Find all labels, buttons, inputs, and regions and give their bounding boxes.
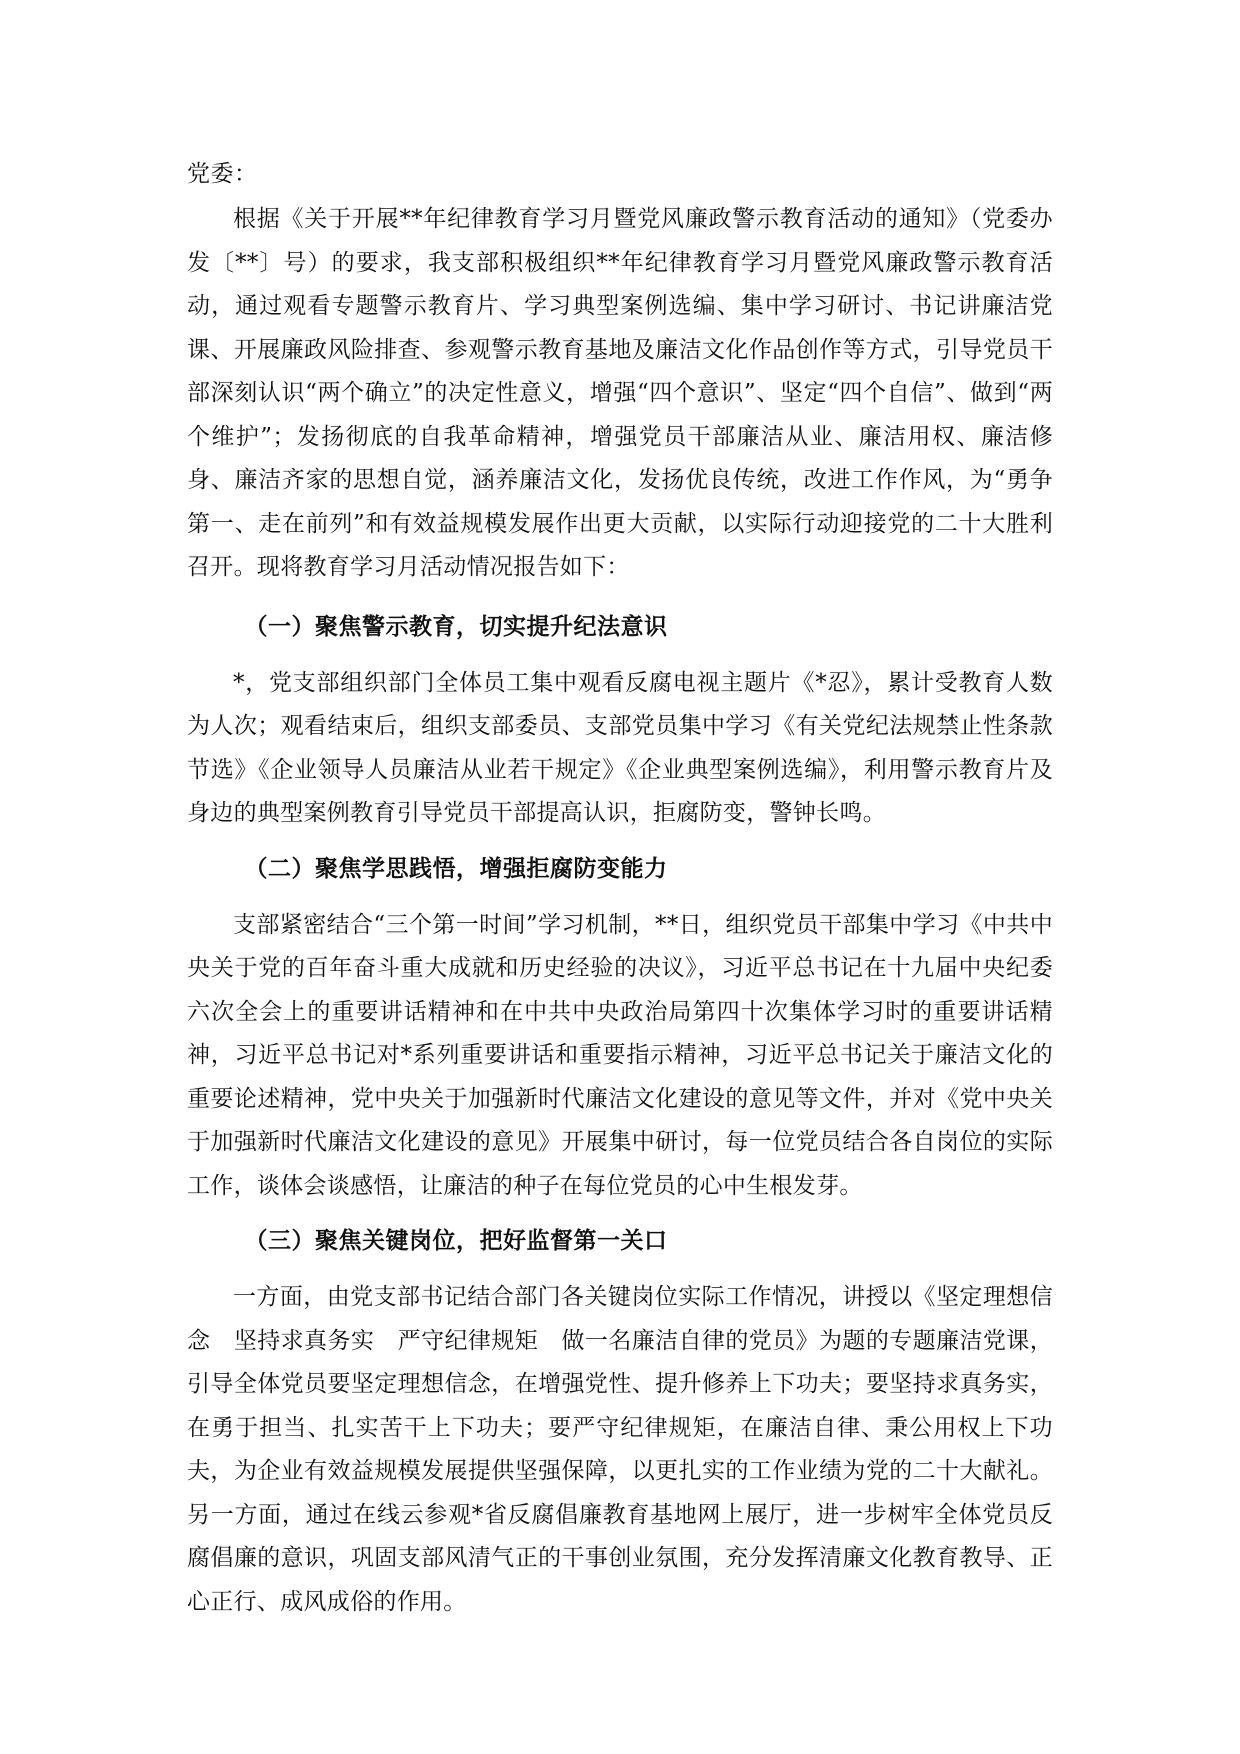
- document-body: [187, 150, 1053, 1624]
- intro-paragraph: 根据《关于开展**年纪律教育学习月暨党风廉政警示教育活动的通知》（党委办发〔**〕号）的要求，我支部积极组织**年纪律教育学习月暨党风廉政警示教育活动，通过观看专题警示教育片、学习典型案例选编、集中学习研讨、书记讲廉洁党课、开展廉政风险排查、参观警示教育基地及廉洁文化作品创作等方式，引导党员干部深刻认识“两个确立”的决定性意义，增强“四个意识”、坚定“四个自信”、做到“两个维护”；发扬彻底的自我革命精神，增强党员干部廉洁从业、廉洁用权、廉洁修身、廉洁齐家的思想自觉，涵养廉洁文化，发扬优良传统，改进工作作风，为“勇争第一、走在前列”和有效益规模发展作出更大贡献，以实际行动迎接党的二十大胜利召开。现将教育学习月活动情况报告如下：: [187, 206, 1053, 580]
- section-3-body: 一方面，由党支部书记结合部门各关键岗位实际工作情况，讲授以《坚定理想信念 坚持求真务实 严守纪律规矩 做一名廉洁自律的党员》为题的专题廉洁党课，引导全体党员要坚定理想信念，在增强党性、提升修养上下功夫；要坚持求真务实，在勇于担当、扎实苦干上下功夫；要严守纪律规矩，在廉洁自律、秉公用权上下功夫，为企业有效益规模发展提供坚强保障，以更扎实的工作业绩为党的二十大献礼。另一方面，通过在线云参观*省反腐倡廉教育基地网上展厅，进一步树牢全体党员反腐倡廉的意识，巩固支部风清气正的干事创业氛围，充分发挥清廉文化教育教导、正心正行、成风成俗的作用。: [187, 1284, 1053, 1615]
- section-1-heading: （一）聚焦警示教育，切实提升纪法意识: [244, 613, 668, 640]
- salutation: 党委：: [187, 161, 258, 187]
- section-1-body: *，党支部组织部门全体员工集中观看反腐电视主题片《*忍》，累计受教育人数为人次；观看结束后，组织支部委员、支部党员集中学习《有关党纪法规禁止性条款节选》《企业领导人员廉洁从业若干规定》《企业典型案例选编》，利用警示教育片及身边的典型案例教育引导党员干部提高认识，拒腐防变，警钟长鸣。: [187, 669, 1053, 826]
- section-2-heading: （二）聚焦学思践悟，增强拒腐防变能力: [244, 855, 668, 882]
- section-2-body: 支部紧密结合“三个第一时间”学习机制，**日，组织党员干部集中学习《中共中央关于党的百年奋斗重大成就和历史经验的决议》，习近平总书记在十九届中央纪委六次全会上的重要讲话精神和在中共中央政治局第四十次集体学习时的重要讲话精神，习近平总书记对*系列重要讲话和重要指示精神，习近平总书记关于廉洁文化的重要论述精神，党中央关于加强新时代廉洁文化建设的意见等文件，并对《党中央关于加强新时代廉洁文化建设的意见》开展集中研讨，每一位党员结合各自岗位的实际工作，谈体会谈感悟，让廉洁的种子在每位党员的心中生根发芽。: [187, 911, 1053, 1199]
- section-3-heading: （三）聚焦关键岗位，把好监督第一关口: [244, 1228, 668, 1254]
